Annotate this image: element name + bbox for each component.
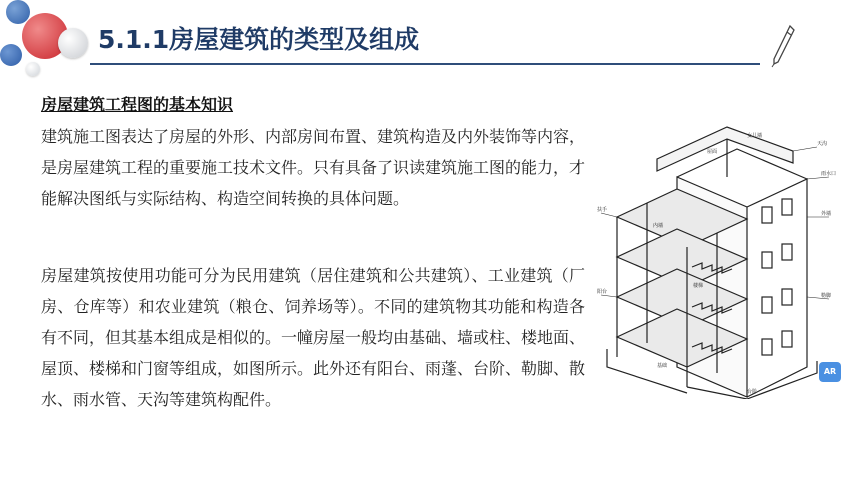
svg-text:雨水口: 雨水口 xyxy=(821,171,837,177)
svg-text:基础: 基础 xyxy=(657,363,668,369)
ar-badge[interactable]: AR xyxy=(819,362,841,382)
svg-text:天沟: 天沟 xyxy=(817,141,828,147)
paragraph-classification: 房屋建筑按使用功能可分为民用建筑（居住建筑和公共建筑）、工业建筑（厂房、仓库等）和农业建筑（粮仓、饲养场等）。不同的建筑物其功能和构造各有不同，但其基本组成是相似的。一幢房屋一般均由基础、墙或柱、楼地面、屋顶、楼梯和门窗等组成，如图所示。此外还有阳台、雨蓬、台阶、勒脚、散水、雨水管、天沟等建筑构配件。 xyxy=(41,266,586,409)
svg-text:楼梯: 楼梯 xyxy=(693,283,704,289)
title-underline xyxy=(90,63,760,65)
paragraph-intro: 建筑施工图表达了房屋的外形、内部房间布置、建筑构造及内外装饰等内容，是房屋建筑工程的重要施工技术文件。只有具备了识读建筑施工图的能力，才能解决图纸与实际结构、构造空间转换的具体问题。 xyxy=(41,127,586,208)
pencil-icon xyxy=(770,24,796,68)
svg-text:内墙: 内墙 xyxy=(653,223,664,229)
svg-text:屋面: 屋面 xyxy=(707,149,718,155)
building-cutaway-drawing xyxy=(597,117,843,399)
svg-text:外墙: 外墙 xyxy=(821,211,832,217)
svg-text:扶手: 扶手 xyxy=(597,207,608,213)
svg-text:女儿墙: 女儿墙 xyxy=(747,133,763,139)
section-subheading: 房屋建筑工程图的基本知识 xyxy=(41,95,234,114)
slide-title: 5.1.1房屋建筑的类型及组成 xyxy=(98,25,420,54)
svg-text:勒脚: 勒脚 xyxy=(821,293,832,299)
svg-text:台阶: 台阶 xyxy=(747,389,758,395)
decor-circle-blue xyxy=(0,44,22,66)
decor-circle-white xyxy=(26,62,40,76)
decor-circle-grey xyxy=(58,28,88,58)
svg-text:阳台: 阳台 xyxy=(597,289,608,295)
